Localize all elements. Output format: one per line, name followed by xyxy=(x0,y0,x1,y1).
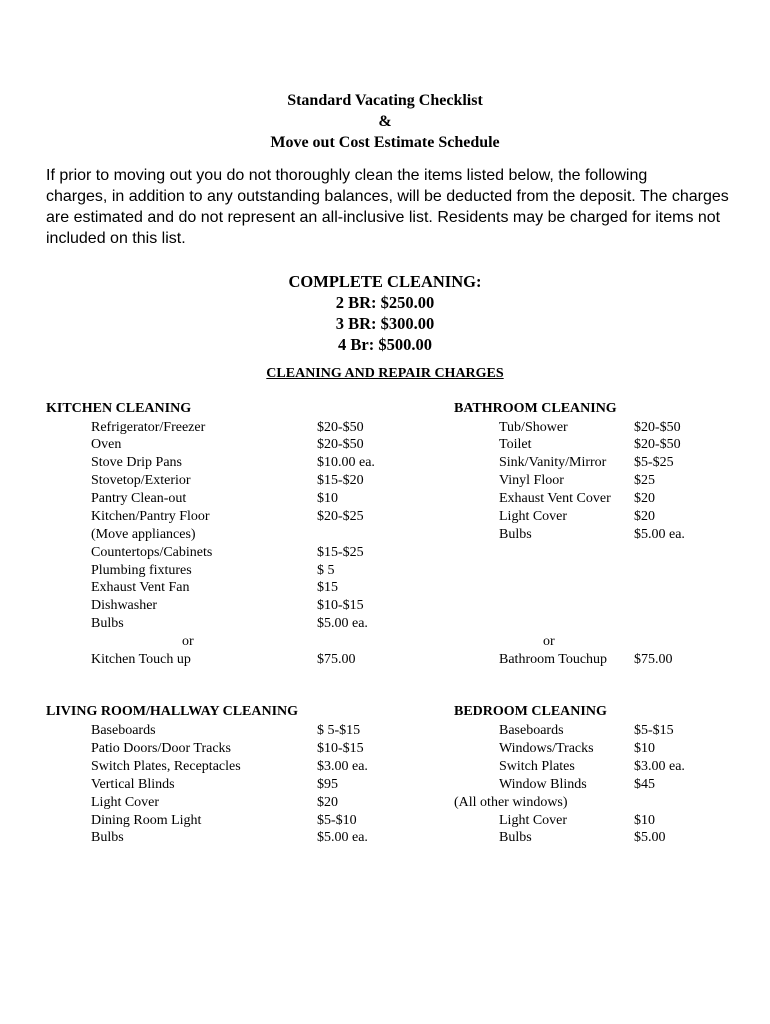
bathroom-item-price: $20 xyxy=(634,509,655,524)
bathroom-item-label: Toilet xyxy=(499,437,532,452)
living-item-label: Switch Plates, Receptacles xyxy=(91,759,241,774)
living-item-price: $ 5-$15 xyxy=(317,723,361,738)
bedroom-item-label: Light Cover xyxy=(499,813,568,828)
kitchen-item-price: $20-$50 xyxy=(317,437,364,452)
bathroom-section-title: BATHROOM CLEANING xyxy=(454,401,617,416)
living-item-label: Bulbs xyxy=(91,830,124,845)
intro-line: included on this list. xyxy=(46,230,186,247)
kitchen-item-label: Kitchen/Pantry Floor xyxy=(91,509,210,524)
intro-line: charges, in addition to any outstanding balances, will be deducted from the deposit. The charges xyxy=(46,188,729,205)
complete-cleaning-3br: 3 BR: $300.00 xyxy=(335,314,435,333)
kitchen-touch-up-label: Kitchen Touch up xyxy=(91,652,191,667)
kitchen-or-separator: or xyxy=(182,634,194,649)
bedroom-item-price: $10 xyxy=(634,741,655,756)
bathroom-touch-up-price: $75.00 xyxy=(634,652,673,667)
kitchen-item-price: $5.00 ea. xyxy=(317,616,368,631)
living-item-label: Patio Doors/Door Tracks xyxy=(91,741,232,756)
kitchen-item-label: Stovetop/Exterior xyxy=(91,473,191,488)
bedroom-section-title: BEDROOM CLEANING xyxy=(454,704,607,719)
intro-line: are estimated and do not represent an all-inclusive list. Residents may be charged for items not xyxy=(46,209,721,226)
intro-paragraph xyxy=(46,165,729,249)
living-item-label: Baseboards xyxy=(91,723,156,738)
bedroom-item-price: $10 xyxy=(634,813,655,828)
kitchen-item-price: $10.00 ea. xyxy=(317,455,375,470)
bathroom-item-label: Tub/Shower xyxy=(499,420,568,435)
living-item-label: Light Cover xyxy=(91,795,160,810)
bathroom-item-price: $20-$50 xyxy=(634,420,681,435)
bedroom-item-price: $5-$15 xyxy=(634,723,674,738)
kitchen-item-label: Exhaust Vent Fan xyxy=(91,580,190,595)
bathroom-item-label: Sink/Vanity/Mirror xyxy=(499,455,607,470)
kitchen-item-price: $15 xyxy=(317,580,338,595)
kitchen-item-price: $15-$25 xyxy=(317,545,364,560)
kitchen-item-price: $10 xyxy=(317,491,338,506)
kitchen-item-label: Oven xyxy=(91,437,122,452)
kitchen-item-label: Refrigerator/Freezer xyxy=(91,420,206,435)
living-item-price: $95 xyxy=(317,777,338,792)
kitchen-item-label: Dishwasher xyxy=(91,598,158,613)
kitchen-item-label: Stove Drip Pans xyxy=(91,455,182,470)
living-section-title: LIVING ROOM/HALLWAY CLEANING xyxy=(46,704,299,719)
document-title-line-2: Move out Cost Estimate Schedule xyxy=(270,134,500,151)
bathroom-item-label: Vinyl Floor xyxy=(499,473,564,488)
bedroom-item-price: $45 xyxy=(634,777,655,792)
intro-line: If prior to moving out you do not thoroughly clean the items listed below, the following xyxy=(46,167,648,184)
document-title-ampersand: & xyxy=(378,113,392,130)
bedroom-note: (All other windows) xyxy=(454,795,568,810)
living-item-price: $3.00 ea. xyxy=(317,759,368,774)
bathroom-item-label: Exhaust Vent Cover xyxy=(499,491,611,506)
bathroom-item-label: Bulbs xyxy=(499,527,532,542)
bathroom-item-price: $5.00 ea. xyxy=(634,527,685,542)
bathroom-touch-up-label: Bathroom Touchup xyxy=(499,652,608,667)
kitchen-item-label: Countertops/Cabinets xyxy=(91,545,213,560)
living-item-price: $20 xyxy=(317,795,338,810)
kitchen-item-price: $20-$50 xyxy=(317,420,364,435)
living-item-price: $5-$10 xyxy=(317,813,357,828)
complete-cleaning-4br: 4 Br: $500.00 xyxy=(338,335,432,354)
bathroom-item-price: $25 xyxy=(634,473,655,488)
bathroom-item-label: Light Cover xyxy=(499,509,568,524)
complete-cleaning-heading: COMPLETE CLEANING: xyxy=(288,272,482,291)
bedroom-item-price: $5.00 xyxy=(634,830,666,845)
charges-heading: CLEANING AND REPAIR CHARGES xyxy=(266,366,504,381)
kitchen-item-label: Bulbs xyxy=(91,616,124,631)
bedroom-item-label: Switch Plates xyxy=(499,759,575,774)
document-title-line-1: Standard Vacating Checklist xyxy=(287,92,483,109)
living-item-label: Dining Room Light xyxy=(91,813,202,828)
kitchen-touch-up-price: $75.00 xyxy=(317,652,356,667)
kitchen-item-price: $ 5 xyxy=(317,563,335,578)
bathroom-item-price: $20-$50 xyxy=(634,437,681,452)
bedroom-item-label: Window Blinds xyxy=(499,777,587,792)
living-item-price: $10-$15 xyxy=(317,741,364,756)
bedroom-item-label: Windows/Tracks xyxy=(499,741,594,756)
kitchen-item-label: Pantry Clean-out xyxy=(91,491,187,506)
bedroom-item-price: $3.00 ea. xyxy=(634,759,685,774)
bathroom-item-price: $5-$25 xyxy=(634,455,674,470)
kitchen-item-price: $10-$15 xyxy=(317,598,364,613)
kitchen-item-price: $20-$25 xyxy=(317,509,364,524)
complete-cleaning-2br: 2 BR: $250.00 xyxy=(335,293,435,312)
kitchen-item-label: Plumbing fixtures xyxy=(91,563,192,578)
kitchen-item-label: (Move appliances) xyxy=(91,527,196,542)
kitchen-section-title: KITCHEN CLEANING xyxy=(46,401,192,416)
bedroom-item-label: Baseboards xyxy=(499,723,564,738)
kitchen-item-price: $15-$20 xyxy=(317,473,364,488)
bedroom-item-label: Bulbs xyxy=(499,830,532,845)
living-item-price: $5.00 ea. xyxy=(317,830,368,845)
bathroom-or-separator: or xyxy=(543,634,555,649)
living-item-label: Vertical Blinds xyxy=(91,777,175,792)
bathroom-item-price: $20 xyxy=(634,491,655,506)
